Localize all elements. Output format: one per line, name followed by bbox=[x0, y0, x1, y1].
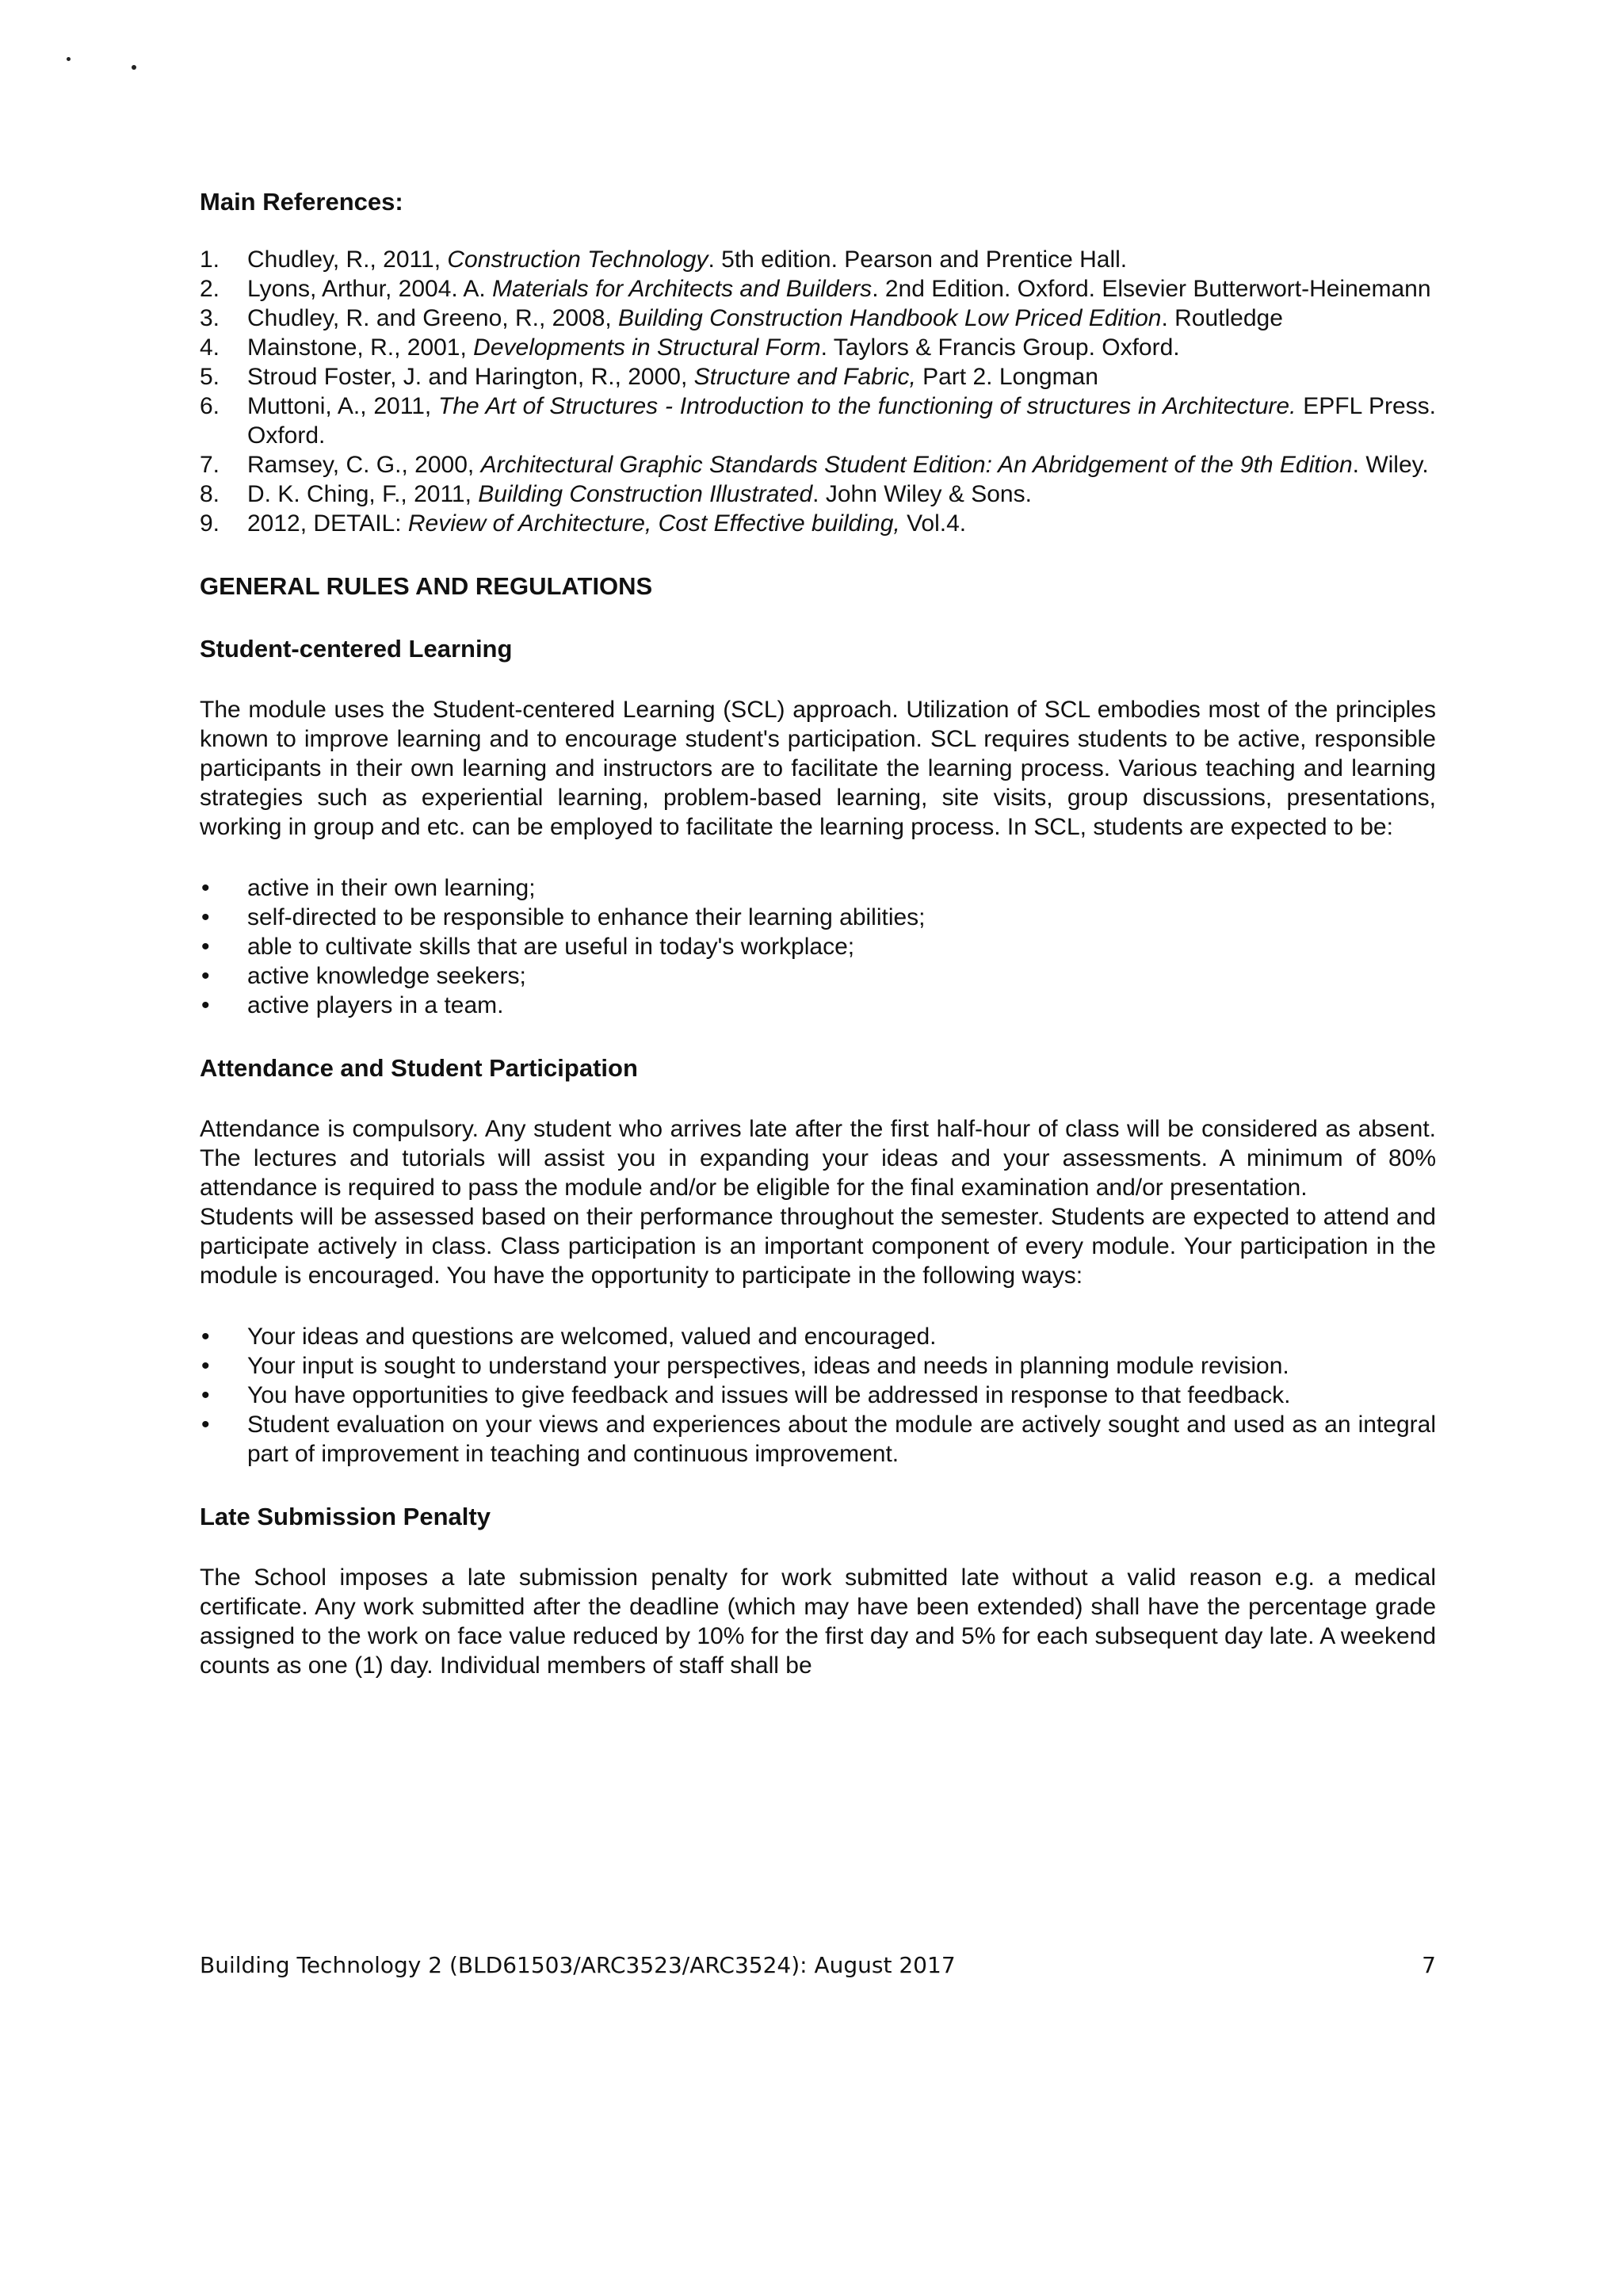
reference-title: Developments in Structural Form bbox=[473, 334, 821, 361]
list-item: • active in their own learning; bbox=[200, 873, 1436, 903]
reference-author: Stroud Foster, J. and Harington, R., 2000, bbox=[247, 364, 694, 390]
reference-title: Materials for Architects and Builders bbox=[492, 276, 873, 302]
reference-author: Muttoni, A., 2011, bbox=[247, 393, 439, 419]
reference-author: 2012, DETAIL: bbox=[247, 510, 408, 537]
scan-speck bbox=[67, 57, 71, 61]
main-references-heading: Main References: bbox=[200, 188, 403, 216]
reference-details: . John Wiley & Sons. bbox=[812, 481, 1032, 507]
reference-details: . Taylors & Francis Group. Oxford. bbox=[820, 334, 1180, 361]
reference-number: 4. bbox=[200, 334, 220, 361]
reference-number: 8. bbox=[200, 481, 220, 507]
reference-details: . 2nd Edition. Oxford. Elsevier Butterwort-Heinemann bbox=[872, 276, 1431, 302]
reference-item bbox=[200, 479, 1436, 509]
reference-title: Construction Technology bbox=[447, 246, 708, 273]
reference-item bbox=[200, 392, 1436, 450]
reference-number: 5. bbox=[200, 364, 220, 390]
participation-bullet-list bbox=[200, 1322, 1436, 1469]
reference-number: 1. bbox=[200, 246, 220, 273]
list-item: • You have opportunities to give feedback and issues will be addressed in response to that feedback. bbox=[200, 1381, 1436, 1410]
attendance-heading: Attendance and Student Participation bbox=[200, 1054, 638, 1082]
reference-author: Mainstone, R., 2001, bbox=[247, 334, 474, 361]
list-item: • Student evaluation on your views and experiences about the module are actively sought and used as an integral part of improvement in teaching and continuous improvement. bbox=[200, 1410, 1436, 1469]
reference-item bbox=[200, 274, 1436, 304]
reference-number: 7. bbox=[200, 452, 220, 478]
list-item: • active knowledge seekers; bbox=[200, 961, 1436, 991]
reference-item bbox=[200, 304, 1436, 333]
list-item: • self-directed to be responsible to enhance their learning abilities; bbox=[200, 903, 1436, 932]
scl-heading: Student-centered Learning bbox=[200, 635, 513, 663]
footer-text: Building Technology 2 (BLD61503/ARC3523/ARC3524): August 2017 bbox=[200, 1952, 956, 1978]
list-item: • active players in a team. bbox=[200, 991, 1436, 1020]
scl-bullet-list bbox=[200, 873, 1436, 1020]
references-list bbox=[200, 245, 1436, 538]
reference-item bbox=[200, 509, 1436, 538]
reference-details: . Routledge bbox=[1161, 305, 1283, 331]
reference-item bbox=[200, 245, 1436, 274]
page-number: 7 bbox=[1422, 1952, 1436, 1978]
reference-details: . Wiley. bbox=[1352, 452, 1429, 478]
reference-number: 3. bbox=[200, 305, 220, 331]
page-footer bbox=[200, 1951, 1436, 1980]
scl-paragraph: The module uses the Student-centered Learning (SCL) approach. Utilization of SCL embodies most of the principles known to improve learning and to encourage student's participation. SCL requires students to be active, responsible participants in their own learning and instructors are to facilitate the learning process. Various teaching and learning strategies such as experiential learning, problem-based learning, site visits, group discussions, presentations, working in group and etc. can be employed to facilitate the learning process. In SCL, students are expected to be: bbox=[200, 697, 1436, 840]
reference-details: Part 2. Longman bbox=[915, 364, 1098, 390]
page-content bbox=[200, 187, 1436, 1680]
reference-title: Building Construction Illustrated bbox=[478, 481, 813, 507]
reference-author: D. K. Ching, F., 2011, bbox=[247, 481, 479, 507]
reference-item bbox=[200, 333, 1436, 362]
reference-author: Chudley, R., 2011, bbox=[247, 246, 448, 273]
general-rules-heading: GENERAL RULES AND REGULATIONS bbox=[200, 572, 653, 600]
late-submission-paragraph: The School imposes a late submission penalty for work submitted late without a valid reason e.g. a medical certificate. Any work submitted after the deadline (which may have been extended) shall have the percentage grade assigned to the work on face value reduced by 10% for the first day and 5% for each subsequent day late. A weekend counts as one (1) day. Individual members of staff shall be bbox=[200, 1564, 1436, 1679]
attendance-paragraph: Attendance is compulsory. Any student who arrives late after the first half-hour of class will be considered as absent. The lectures and tutorials will assist you in expanding your ideas and your assessments. A minimum of 80% attendance is required to pass the module and/or be eligible for the final examination and/or presentation. bbox=[200, 1116, 1436, 1201]
reference-details: Vol.4. bbox=[899, 510, 967, 537]
reference-item bbox=[200, 450, 1436, 479]
reference-item bbox=[200, 362, 1436, 392]
late-submission-heading: Late Submission Penalty bbox=[200, 1503, 491, 1530]
list-item: • able to cultivate skills that are useful in today's workplace; bbox=[200, 932, 1436, 961]
reference-title: Review of Architecture, Cost Effective building, bbox=[407, 510, 900, 537]
reference-title: The Art of Structures - Introduction to the functioning of structures in Architecture. bbox=[438, 393, 1296, 419]
reference-title: Architectural Graphic Standards Student Edition: An Abridgement of the 9th Edition bbox=[480, 452, 1353, 478]
assessment-paragraph: Students will be assessed based on their performance throughout the semester. Students are expected to attend and participate actively in class. Class participation is an important component of every module. Your participation in the module is encouraged. You have the opportunity to participate in the following ways: bbox=[200, 1204, 1436, 1289]
reference-number: 6. bbox=[200, 393, 220, 419]
reference-author: Ramsey, C. G., 2000, bbox=[247, 452, 481, 478]
reference-author: Chudley, R. and Greeno, R., 2008, bbox=[247, 305, 619, 331]
reference-number: 2. bbox=[200, 276, 220, 302]
reference-title: Building Construction Handbook Low Priced Edition bbox=[618, 305, 1162, 331]
reference-details: EPFL Press. Oxford. bbox=[247, 393, 1437, 449]
reference-title: Structure and Fabric, bbox=[693, 364, 916, 390]
scan-speck bbox=[132, 65, 136, 70]
list-item: • Your input is sought to understand your perspectives, ideas and needs in planning module revision. bbox=[200, 1351, 1436, 1381]
reference-details: . 5th edition. Pearson and Prentice Hall. bbox=[708, 246, 1128, 273]
list-item: • Your ideas and questions are welcomed, valued and encouraged. bbox=[200, 1322, 1436, 1351]
reference-number: 9. bbox=[200, 510, 220, 537]
reference-author: Lyons, Arthur, 2004. A. bbox=[247, 276, 493, 302]
